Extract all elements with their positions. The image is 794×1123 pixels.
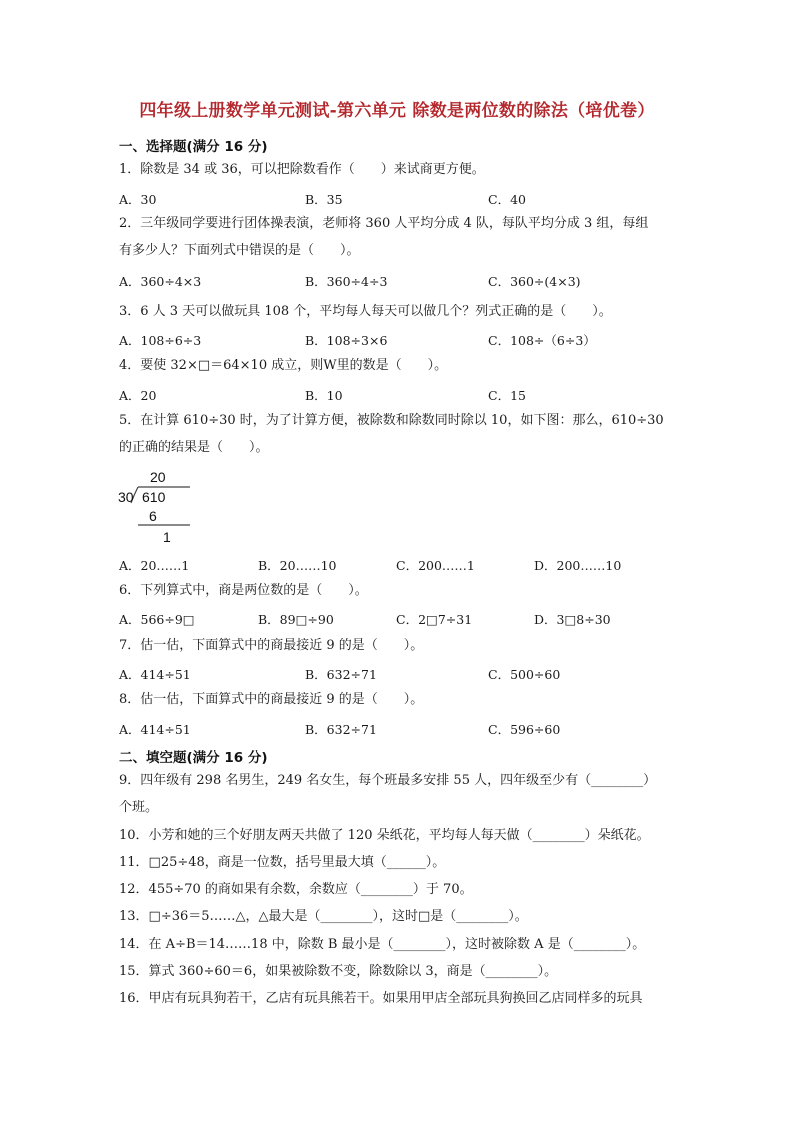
question-16-stem: 16．甲店有玩具狗若干，乙店有玩具熊若干。如果用甲店全部玩具狗换回乙店同样多的玩具 [119,991,643,1006]
question-3-options [119,331,699,347]
question-5-option-b[interactable]: B．20……10 [258,558,337,573]
question-3-option-a[interactable]: A．108÷6÷3 [119,333,202,348]
question-3-option-b[interactable]: B．108÷3×6 [305,333,388,348]
question-4-stem: 4．要使 32×□＝64×10 成立，则W里的数是（ ）。 [119,358,448,373]
question-4-option-a[interactable]: A．20 [119,388,157,403]
question-5-option-a[interactable]: A．20……1 [119,558,190,573]
question-2-stem-line1: 2．三年级同学要进行团体操表演，老师将 360 人平均分成 4 队，每队平均分成 3 组，每组 [119,216,649,231]
question-6-options [119,610,699,626]
question-14-stem: 14．在 A÷B＝14……18 中，除数 B 最小是（________），这时被除数 A 是（________）。 [119,937,646,952]
question-8-options [119,720,699,736]
question-7-option-a[interactable]: A．414÷51 [119,667,191,682]
question-2-option-a[interactable]: A．360÷4×3 [119,274,202,289]
question-3-option-c[interactable]: C．108÷（6÷3） [488,333,596,348]
question-2-option-c[interactable]: C．360÷(4×3) [488,274,581,289]
question-1-option-a[interactable]: A．30 [119,192,157,207]
figure-remainder: 1 [163,529,171,545]
question-5-option-c[interactable]: C．200……1 [396,558,475,573]
figure-quotient: 20 [150,469,166,485]
question-6-option-d[interactable]: D．3□8÷30 [534,612,611,627]
question-4-options [119,386,699,402]
figure-divisor: 30 [118,489,134,505]
question-5-stem-line2: 的正确的结果是（ ）。 [119,440,269,455]
question-2-option-b[interactable]: B．360÷4÷3 [305,274,388,289]
section-heading-fill-in: 二、填空题(满分 16 分) [119,750,268,766]
question-10-stem: 10．小芳和她的三个好朋友两天共做了 120 朵纸花，平均每人每天做（________）朵纸花。 [119,828,650,843]
question-8-stem: 8．估一估，下面算式中的商最接近 9 的是（ ）。 [119,692,424,707]
question-13-stem: 13．□÷36＝5……△，△最大是（________），这时□是（________）。 [119,909,528,924]
question-7-stem: 7．估一估，下面算式中的商最接近 9 的是（ ）。 [119,638,424,653]
question-6-stem: 6．下列算式中，商是两位数的是（ ）。 [119,583,368,598]
question-6-option-c[interactable]: C．2□7÷31 [396,612,473,627]
page-title: 四年级上册数学单元测试-第六单元 除数是两位数的除法（培优卷） [139,101,655,121]
figure-product: 6 [149,508,157,524]
question-6-option-a[interactable]: A．566÷9□ [119,612,195,627]
question-8-option-b[interactable]: B．632÷71 [305,722,377,737]
question-7-option-c[interactable]: C．500÷60 [488,667,561,682]
question-5-stem-line1: 5．在计算 610÷30 时，为了计算方便，被除数和除数同时除以 10，如下图：那么，610÷30 [119,413,664,428]
question-9-stem-line2: 个班。 [119,800,159,815]
question-7-options [119,665,699,681]
question-2-stem-line2: 有多少人？下面列式中错误的是（ ）。 [119,243,360,258]
question-6-option-b[interactable]: B．89□÷90 [258,612,334,627]
question-2-options [119,272,699,288]
question-9-stem-line1: 9．四年级有 298 名男生，249 名女生，每个班最多安排 55 人，四年级至少有（________） [119,773,657,788]
question-1-options [119,190,699,206]
figure-dividend: 610 [142,489,166,505]
question-1-option-c[interactable]: C．40 [488,192,526,207]
question-4-option-c[interactable]: C．15 [488,388,526,403]
section-heading-choice: 一、选择题(满分 16 分) [119,139,268,155]
question-15-stem: 15．算式 360÷60＝6，如果被除数不变，除数除以 3，商是（________）。 [119,964,558,979]
question-8-option-c[interactable]: C．596÷60 [488,722,561,737]
question-7-option-b[interactable]: B．632÷71 [305,667,377,682]
question-1-option-b[interactable]: B．35 [305,192,343,207]
question-12-stem: 12．455÷70 的商如果有余数，余数应（________）于 70。 [119,882,473,897]
question-8-option-a[interactable]: A．414÷51 [119,722,191,737]
question-1-stem: 1．除数是 34 或 36，可以把除数看作（ ）来试商更方便。 [119,162,485,177]
question-5-option-d[interactable]: D．200……10 [534,558,622,573]
long-division-figure [118,466,198,546]
question-3-stem: 3．6 人 3 天可以做玩具 108 个，平均每人每天可以做几个？列式正确的是（ ）。 [119,304,612,319]
question-11-stem: 11．□25÷48，商是一位数，括号里最大填（______）。 [119,855,446,870]
question-5-options [119,556,699,572]
question-4-option-b[interactable]: B．10 [305,388,343,403]
